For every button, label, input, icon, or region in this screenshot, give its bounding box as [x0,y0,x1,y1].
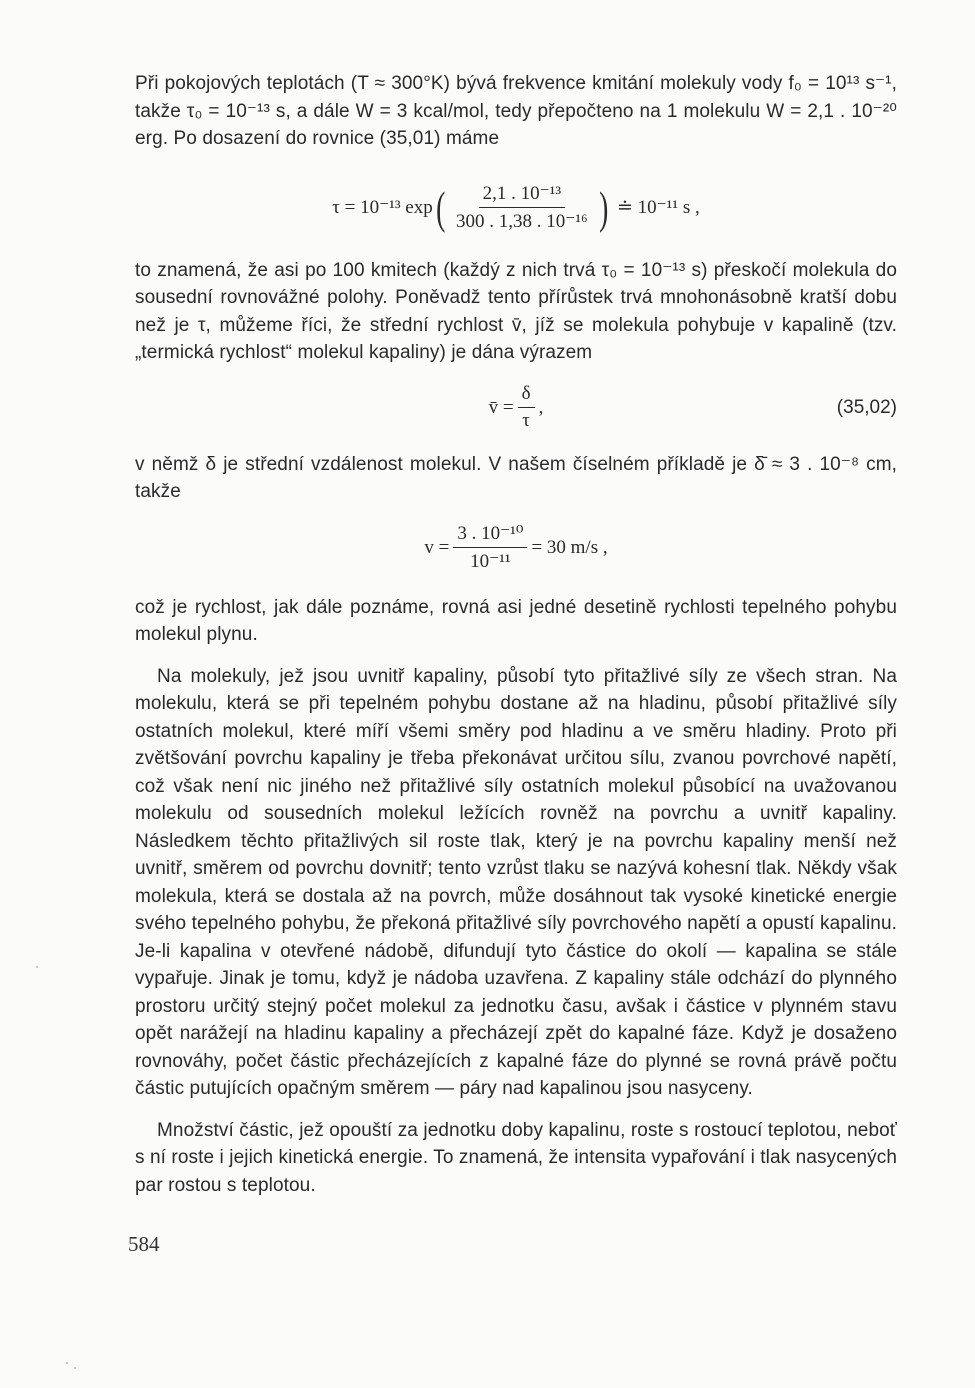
equation-tau-lhs: τ = 10⁻¹³ exp [332,197,433,218]
equation-tau: τ = 10⁻¹³ exp ( $\frac{\text{2,1 . 10⁻¹³}}{\text{300 . 1,38 . 10⁻¹⁶}}$ ) ≐ 10⁻¹¹ s , [332,181,700,233]
paragraph-3: v němž δ je střední vzdálenost molekul. V našem číselném příkladě je δ̄ ≈ 3 . 10⁻⁸ cm, takže [135,453,897,502]
equation-v-denominator: τ [522,410,530,431]
equation-v-lhs: v̄ = [488,396,514,418]
paragraph-4: což je rychlost, jak dále poznáme, rovná asi jedné desetině rychlosti tepelného pohybu molekul plynu. [135,596,897,645]
equation-velocity-rhs: = 30 m/s , [531,536,608,558]
scan-speck [66,1362,68,1364]
paragraph-2: to znamená, že asi po 100 kmitech (každý z nich trvá τ₀ = 10⁻¹³ s) přeskočí molekula do sousední rovnovážné polohy. Poněvadž tento přírůstek trvá mnohonásobně kratší dobu než je τ, můžeme říci, že střední rychlost v̄, jíž se molekula pohybuje v kapalině (tzv. „termická rychlost“ molekul kapaliny) je dána výrazem [135,259,897,363]
equation-35-02: v̄ = $\frac{\delta}{\tau}$ , (35,02) [488,383,897,431]
equation-tau-numerator: 2,1 . 10⁻¹³ [479,182,565,208]
equation-velocity-denominator: 10⁻¹¹ [470,551,511,572]
equation-tau-denominator: 300 . 1,38 . 10⁻¹⁶ [456,211,588,232]
scan-speck [74,1367,76,1369]
equation-velocity [135,518,897,578]
equation-number: (35,02) [836,396,897,418]
scan-speck [36,966,38,968]
paragraph-1: Při pokojových teplotách (T ≈ 300°K) bývá frekvence kmitání molekuly vody f₀ = 10¹³ s⁻¹, takže τ₀ = 10⁻¹³ s, a dále W = 3 kcal/mol, tedy přepočteno na 1 molekulu W = 2,1 . 10⁻²⁰ erg. Po dosazení do rovnice (35,01) máme [135,73,897,149]
page-body [135,70,897,1199]
equation-v-numerator: δ [518,383,535,408]
equation-velocity-numerator: 3 . 10⁻¹⁰ [453,522,527,548]
equation-tau-rhs: ≐ 10⁻¹¹ s , [616,197,700,218]
equation-velocity-lhs: v = [424,536,450,558]
paragraph-5: Na molekuly, jež jsou uvnitř kapaliny, působí tyto přitažlivé síly ze všech stran. Na molekulu, která se při tepelném pohybu dostane až na hladinu, působí přitažlivé síly ostatních molekul, které míří všemi směry pod hladinu a ve směru hladiny. Proto při zvětšování povrchu kapaliny je třeba překonávat určitou sílu, zvanou povrchové napětí, což však není nic jiného než přitažlivé síly ostatních molekul působící na uvažovanou molekulu od sousedních molekul ležících rovněž na povrchu a uvnitř kapaliny. Následkem těchto přitažlivých sil roste tlak, který je na povrchu kapaliny menší než uvnitř, směrem od povrchu dovnitř; tento vzrůst tlaku se nazývá kohesní tlak. Někdy však molekula, která se dostala až na povrch, může dosáhnout tak vysoké kinetické energie svého tepelného pohybu, že překoná přitažlivé síly povrchového napětí a opustí kapalinu. Je-li kapalina v otevřené nádobě, difundují tyto částice do okolí — kapalina se stále vypařuje. Jinak je tomu, když je nádoba uzavřena. Z kapaliny stále odchází do plynného prostoru určitý stejný počet molekul za jednotku času, avšak i částice v plynném stavu opět narážejí na hladinu kapaliny a přecházejí zpět do kapalné fáze. Když je dosaženo rovnováhy, počet částic přecházejících z kapalné fáze do plynné se rovná právě počtu částic putujících opačným směrem — páry nad kapalinou jsou nasyceny. [135,665,897,1099]
page-number: 584 [128,1232,160,1256]
paragraph-6: Množství částic, jež opouští za jednotku doby kapalinu, roste s rostoucí teplotou, neboť s ní roste i jejich kinetická energie. To znamená, že intensita vypařování i tlak nasycených par rostou s teplotou. [135,1119,897,1196]
